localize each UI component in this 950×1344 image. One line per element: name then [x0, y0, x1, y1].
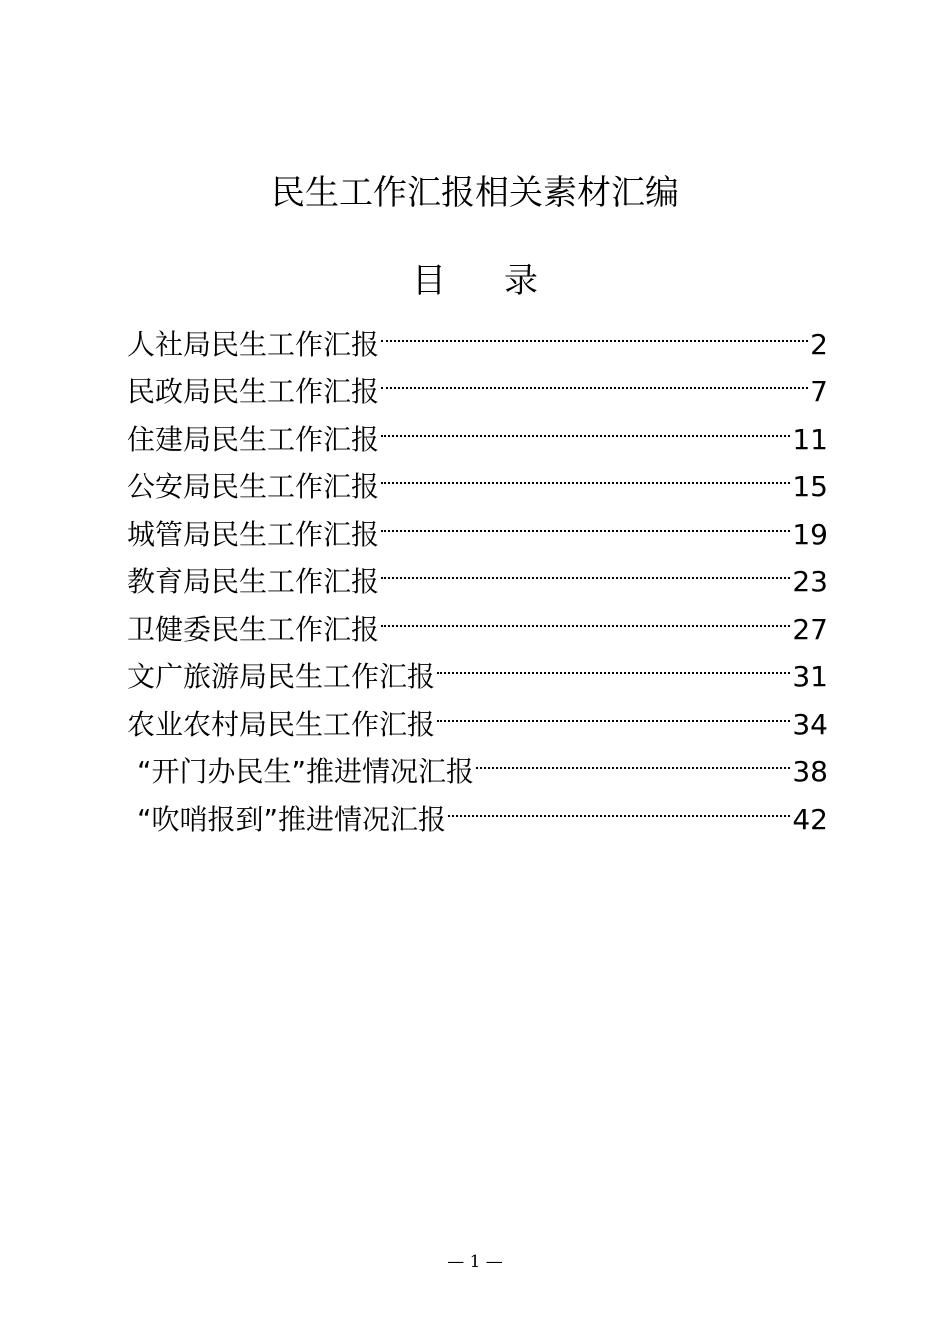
toc-entry-title: 民政局民生工作汇报 — [127, 375, 380, 408]
toc-dot-leader — [381, 401, 790, 449]
toc-dot-leader — [437, 639, 790, 687]
toc-entry-page: 31 — [792, 660, 828, 693]
document-title: 民生工作汇报相关素材汇编 — [271, 173, 679, 213]
page-number-footer: — 1 — — [447, 1252, 503, 1272]
toc-entry-page: 7 — [810, 375, 828, 408]
toc-dot-leader — [381, 449, 790, 497]
toc-entry-page: 34 — [792, 707, 828, 741]
toc-entry-page: 23 — [792, 565, 828, 598]
toc-entry-title: 教育局民生工作汇报 — [127, 565, 380, 598]
toc-entry[interactable] — [127, 306, 828, 361]
toc-entry-title: “开门办民生”推进情况汇报 — [137, 755, 475, 788]
toc-entry-title: 住建局民生工作汇报 — [127, 422, 380, 456]
toc-heading-second-char: 录 — [504, 261, 538, 301]
toc-entry-title: 人社局民生工作汇报 — [127, 327, 380, 361]
toc-dot-leader — [437, 686, 790, 734]
toc-entry-page: 19 — [792, 517, 828, 551]
toc-dot-leader — [381, 544, 790, 592]
toc-entry-title: 文广旅游局民生工作汇报 — [127, 660, 436, 693]
toc-entry-page: 38 — [792, 755, 828, 788]
table-of-contents — [127, 306, 828, 836]
toc-dot-leader — [381, 591, 790, 639]
toc-dot-leader — [448, 781, 790, 829]
toc-entry-title: “吹哨报到”推进情况汇报 — [137, 802, 447, 836]
toc-dot-leader — [476, 734, 790, 782]
toc-dot-leader — [381, 496, 790, 544]
toc-entry-page: 11 — [792, 422, 828, 456]
toc-entry-page: 42 — [792, 802, 828, 836]
toc-entry-title: 卫健委民生工作汇报 — [127, 612, 380, 646]
toc-entry-title: 城管局民生工作汇报 — [127, 517, 380, 551]
toc-heading-first-char: 目 — [412, 261, 446, 301]
toc-entry-title: 公安局民生工作汇报 — [127, 470, 380, 503]
toc-heading — [0, 256, 950, 306]
toc-entry-title: 农业农村局民生工作汇报 — [127, 707, 436, 741]
toc-entry-page: 15 — [792, 470, 828, 503]
toc-entry-page: 27 — [792, 612, 828, 646]
toc-dot-leader — [381, 354, 808, 402]
toc-entry-page: 2 — [810, 327, 828, 361]
toc-dot-leader — [381, 306, 808, 354]
